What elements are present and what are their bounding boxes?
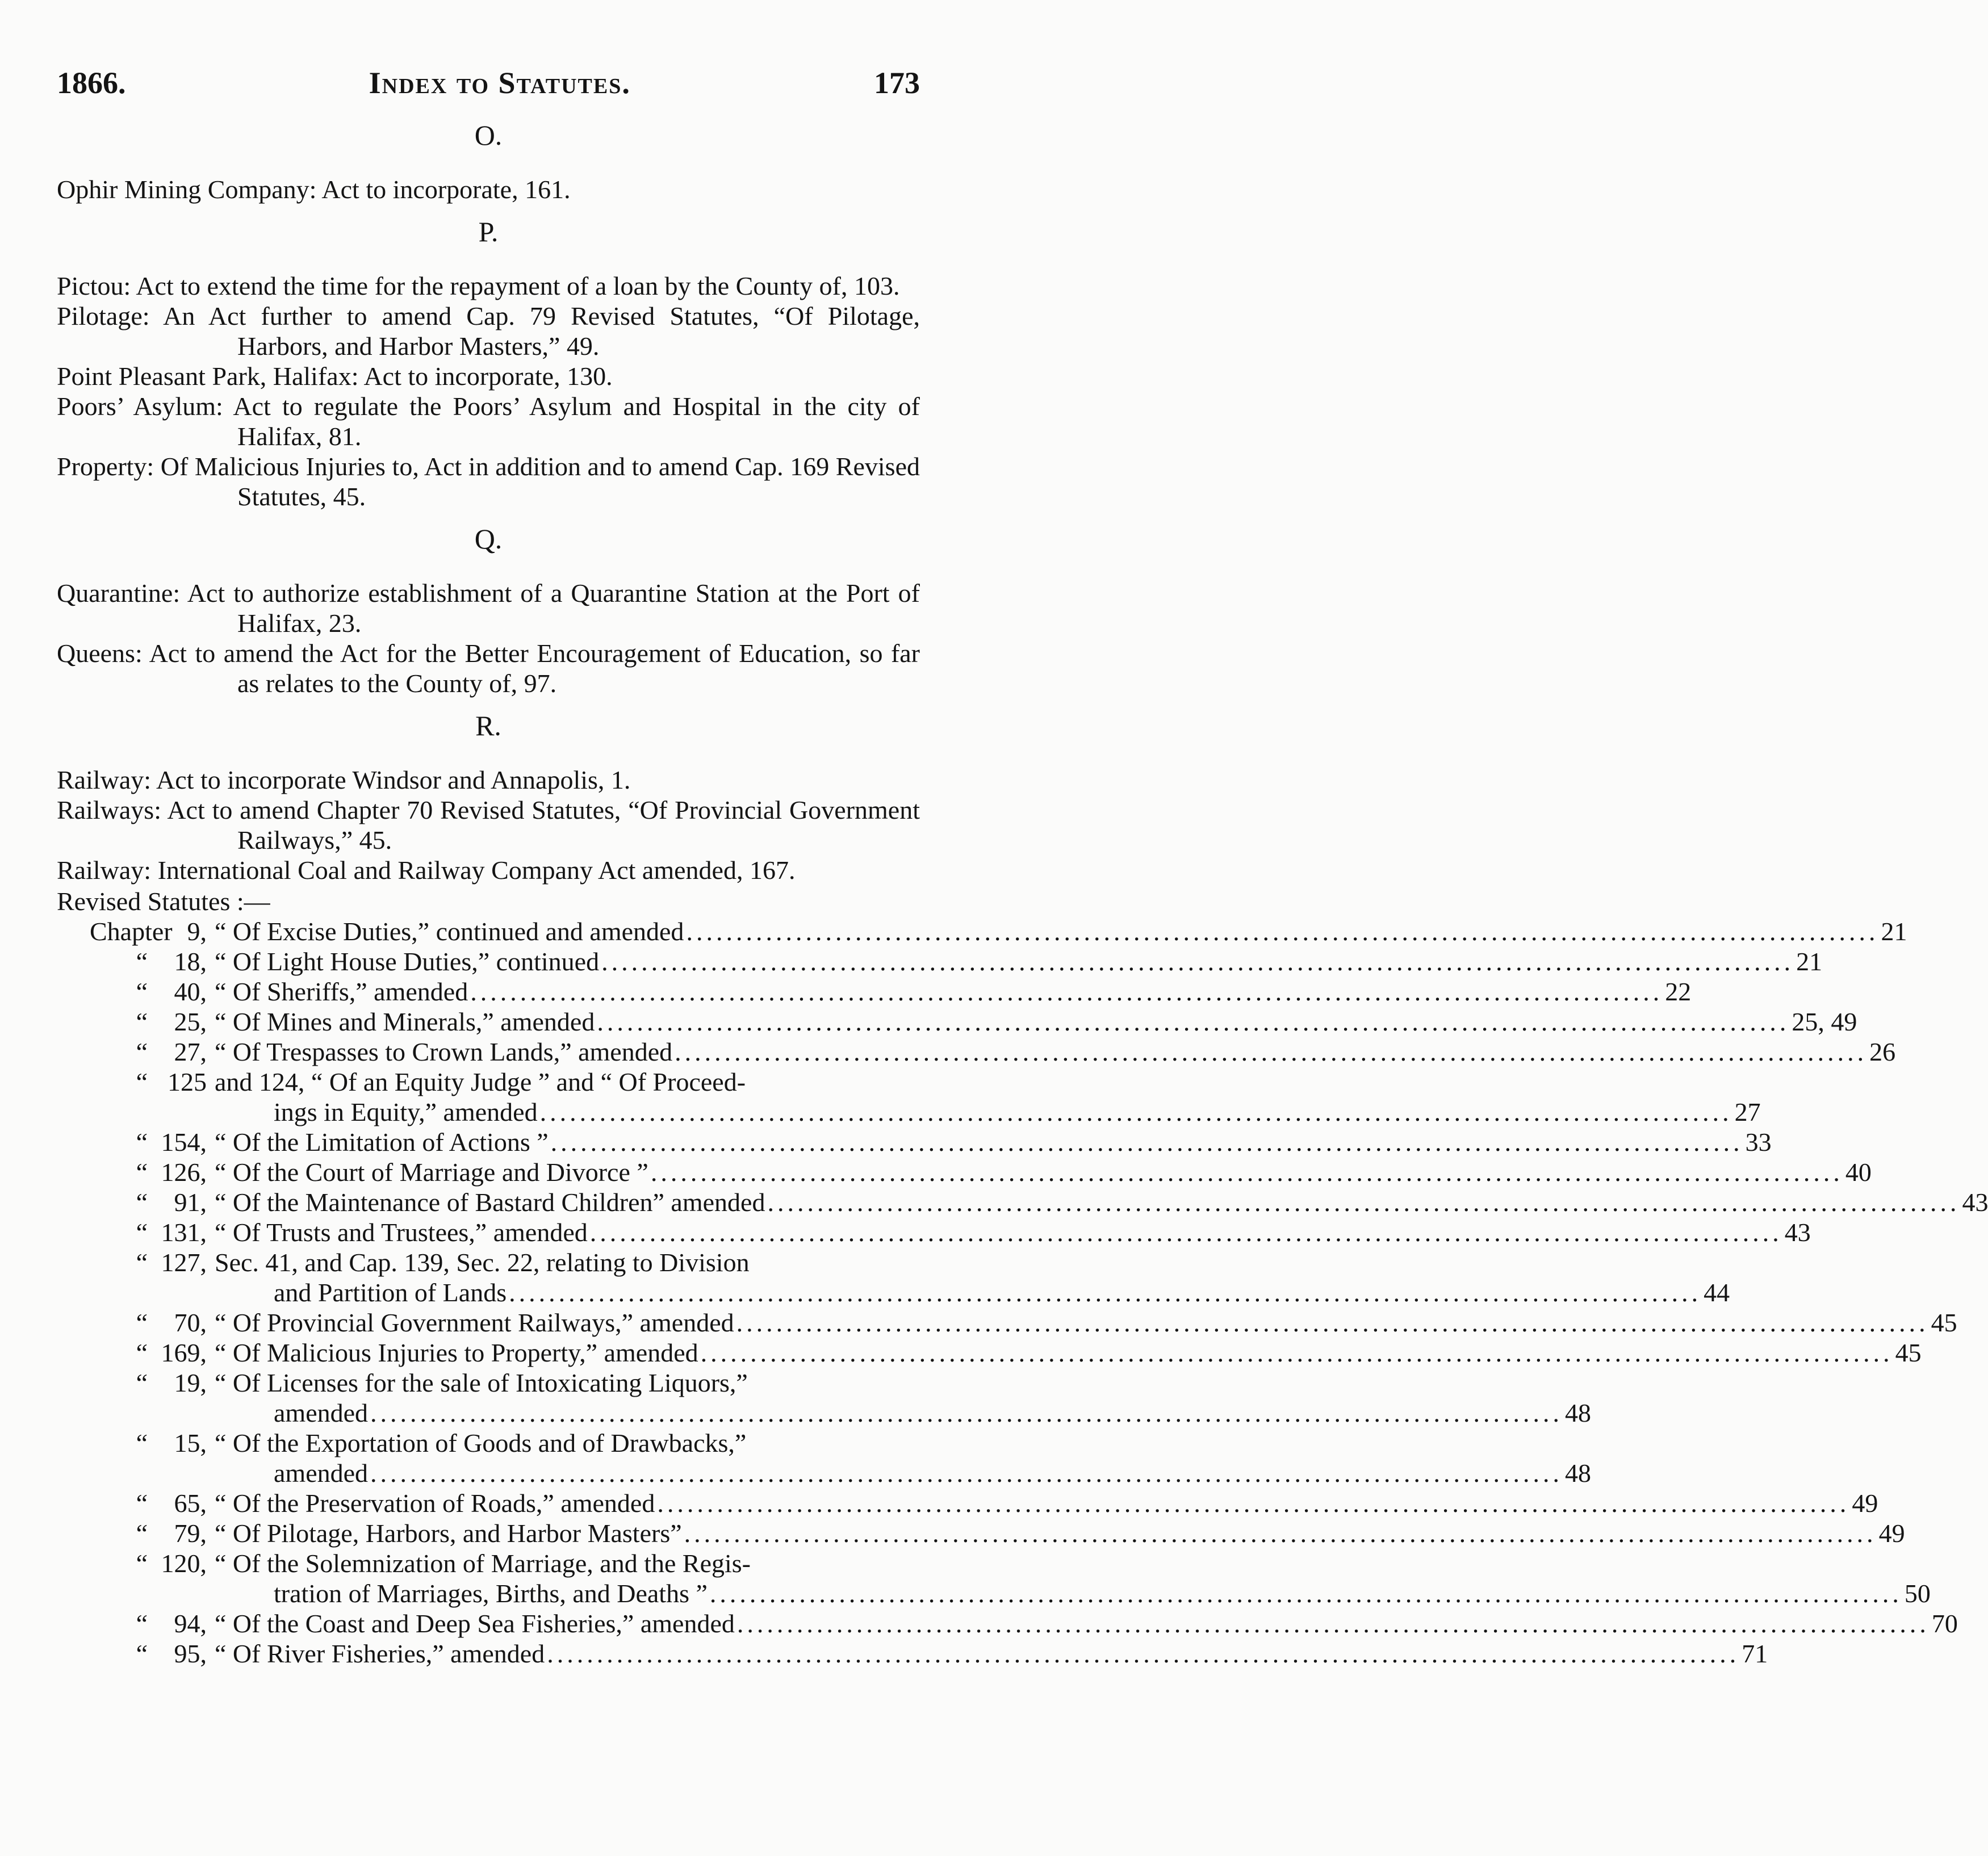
chapter-label: “ [136, 1338, 148, 1367]
index-entry [57, 301, 920, 361]
entry-text: Act to incorporate Windsor and Annapolis, 1. [156, 765, 631, 794]
statute-row [57, 1428, 920, 1458]
statute-row [57, 946, 1823, 977]
statute-title: “ Of Pilotage, Harbors, and Harbor Masters” [215, 1519, 682, 1548]
entry-text: Act to incorporate, 161. [321, 175, 571, 204]
statute-row [57, 1217, 1811, 1247]
index-entry [57, 638, 920, 698]
chapter-number: 40, [174, 977, 207, 1006]
chapter-label: “ [136, 1067, 148, 1096]
statute-row [57, 1308, 1957, 1338]
entry-text: An Act further to amend Cap. 79 Revised Statutes, “Of Pilotage, Harbors, and Harbor Masters,” 49. [163, 301, 920, 361]
chapter-number: 169, [161, 1338, 207, 1367]
section-letter: O. [474, 119, 503, 151]
statute-row-continuation [57, 1398, 1592, 1428]
index-entry [57, 795, 920, 855]
entry-text: Of Malicious Injuries to, Act in addition and to amend Cap. 169 Revised Statutes, 45. [160, 452, 920, 511]
statute-title: “ Of the Court of Marriage and Divorce ” [215, 1158, 648, 1187]
chapter-number: 19, [174, 1368, 207, 1397]
chapter-number: 65, [174, 1489, 207, 1518]
statute-row [57, 1548, 920, 1578]
statute-row [57, 916, 1907, 946]
index-entry [57, 765, 920, 795]
index-entry [57, 451, 920, 512]
statute-title: “ Of Licenses for the sale of Intoxicating Liquors,” [215, 1368, 748, 1397]
index-page [57, 66, 1988, 1669]
entry-head: Quarantine: [57, 579, 181, 608]
page-reference: 50 [1904, 1579, 1931, 1608]
leader-dots: ........................................................................................................................ [736, 1308, 1929, 1337]
leader-dots: ........................................................................................................................ [470, 977, 1663, 1006]
leader-dots: ........................................................................................................................ [650, 1158, 1843, 1187]
chapter-label: “ [136, 1188, 148, 1217]
chapter-number: 154, [161, 1128, 207, 1157]
statute-title: “ Of Sheriffs,” amended [215, 977, 468, 1006]
statute-title: and 124, “ Of an Equity Judge ” and “ Of Proceed- [215, 1067, 746, 1096]
chapter-label: “ [136, 1519, 148, 1548]
revised-statutes-list [57, 886, 1988, 1669]
entry-head: Railway: [57, 765, 152, 794]
entry-text: Act to authorize establishment of a Quarantine Station at the Port of Halifax, 23. [187, 579, 920, 638]
statute-row [57, 1608, 1958, 1639]
chapter-number: 9, [187, 917, 207, 946]
chapter-number: 79, [174, 1519, 207, 1548]
statute-title: “ Of Mines and Minerals,” amended [215, 1007, 595, 1036]
statute-row-continuation [57, 1578, 1931, 1608]
page-reference: 21 [1881, 917, 1907, 946]
chapter-number: 95, [174, 1639, 207, 1668]
statute-title: “ Of River Fisheries,” amended [215, 1639, 545, 1668]
statute-title: “ Of Trespasses to Crown Lands,” amended [215, 1037, 673, 1066]
chapter-number: 18, [174, 947, 207, 976]
chapter-number: 27, [174, 1037, 207, 1066]
header-title: Index to Statutes. [369, 66, 631, 100]
page-reference: 43 [1784, 1218, 1811, 1247]
page-reference: 43 [1962, 1188, 1988, 1217]
chapter-label: “ [136, 1007, 148, 1036]
statute-row [57, 1067, 920, 1097]
entry-text: Act to regulate the Poors’ Asylum and Hospital in the city of Halifax, 81. [233, 392, 920, 451]
leader-dots: ........................................................................................................................ [597, 1007, 1790, 1036]
statute-title: “ Of Light House Duties,” continued [215, 947, 600, 976]
leader-dots: ........................................................................................................................ [700, 1338, 1893, 1367]
page-reference: 44 [1704, 1278, 1730, 1307]
chapter-label: “ [136, 1609, 148, 1638]
statute-title: “ Of Trusts and Trustees,” amended [215, 1218, 588, 1247]
statute-row [57, 977, 1692, 1007]
entry-text: Act to extend the time for the repayment of a loan by the County of, 103. [136, 271, 900, 300]
leader-dots: ........................................................................................................................ [767, 1188, 1960, 1217]
chapter-label: “ [136, 1218, 148, 1247]
statute-title: “ Of Malicious Injuries to Property,” amended [215, 1338, 698, 1367]
statute-row-continuation [57, 1097, 1761, 1127]
statute-title: “ Of the Coast and Deep Sea Fisheries,” amended [215, 1609, 735, 1638]
page-reference: 71 [1742, 1639, 1768, 1668]
chapter-number: 125 [168, 1067, 207, 1096]
index-entry [57, 174, 920, 204]
chapter-label: “ [136, 1428, 148, 1457]
leader-dots: ........................................................................................................................ [370, 1459, 1563, 1488]
leader-dots: ........................................................................................................................ [550, 1128, 1743, 1157]
statute-row [57, 1338, 1922, 1368]
chapter-label: “ [136, 1037, 148, 1066]
statute-row [57, 1157, 1872, 1187]
leader-dots: ........................................................................................................................ [684, 1519, 1877, 1548]
index-entry [57, 361, 920, 391]
entry-head: Point Pleasant Park, Halifax: [57, 362, 359, 391]
chapter-label: “ [136, 1549, 148, 1578]
statute-title: “ Of the Solemnization of Marriage, and the Regis- [215, 1549, 751, 1578]
leader-dots: ........................................................................................................................ [601, 947, 1794, 976]
statute-row [57, 1037, 1896, 1067]
statute-title: amended [274, 1398, 369, 1427]
index-entry [57, 271, 920, 301]
page-reference: 22 [1665, 977, 1692, 1006]
entry-head: Pilotage: [57, 301, 150, 330]
page-reference: 70 [1931, 1609, 1958, 1638]
page-reference: 48 [1565, 1398, 1592, 1427]
leader-dots: ........................................................................................................................ [509, 1278, 1702, 1307]
chapter-number: 120, [161, 1549, 207, 1578]
page-reference: 33 [1745, 1128, 1772, 1157]
chapter-number: 25, [174, 1007, 207, 1036]
statute-row [57, 1007, 1857, 1037]
page-reference: 48 [1565, 1459, 1592, 1488]
chapter-number: 91, [174, 1188, 207, 1217]
section-letter: P. [478, 216, 499, 248]
statute-row [57, 1247, 920, 1277]
header-page-number: 173 [873, 66, 920, 100]
statute-title: “ Of the Preservation of Roads,” amended [215, 1489, 655, 1518]
statute-title: ings in Equity,” amended [274, 1097, 538, 1126]
chapter-label: “ [136, 1128, 148, 1157]
leader-dots: ........................................................................................................................ [589, 1218, 1782, 1247]
chapter-number: 15, [174, 1428, 207, 1457]
leader-dots: ........................................................................................................................ [736, 1609, 1930, 1638]
chapter-label: “ [136, 1308, 148, 1337]
section-letter: Q. [474, 523, 503, 555]
statute-title: “ Of Provincial Government Railways,” amended [215, 1308, 734, 1337]
entry-text: International Coal and Railway Company Act amended, 167. [157, 856, 796, 885]
statute-title: “ Of the Maintenance of Bastard Children” amended [215, 1188, 765, 1217]
entry-head: Railways: [57, 795, 161, 824]
entry-head: Pictou: [57, 271, 131, 300]
leader-dots: ........................................................................................................................ [547, 1639, 1740, 1668]
leader-dots: ........................................................................................................................ [370, 1398, 1563, 1427]
statute-row [57, 1187, 1988, 1217]
page-reference: 45 [1931, 1308, 1957, 1337]
chapter-label: “ [136, 977, 148, 1006]
page-reference: 49 [1852, 1489, 1878, 1518]
chapter-label: “ [136, 1158, 148, 1187]
statute-title: Sec. 41, and Cap. 139, Sec. 22, relating to Division [215, 1248, 750, 1277]
statute-row [57, 1127, 1772, 1157]
header-year: 1866. [57, 66, 126, 100]
page-reference: 40 [1845, 1158, 1872, 1187]
leader-dots: ........................................................................................................................ [709, 1579, 1902, 1608]
chapter-label: “ [136, 947, 148, 976]
index-entry [57, 391, 920, 451]
statute-title: and Partition of Lands [274, 1278, 507, 1307]
statute-title: amended [274, 1459, 369, 1488]
chapter-label: “ [136, 1248, 148, 1277]
page-reference: 27 [1734, 1097, 1761, 1126]
index-entry [57, 855, 920, 885]
entry-head: Queens: [57, 639, 143, 668]
statute-title: “ Of the Exportation of Goods and of Drawbacks,” [215, 1428, 747, 1457]
entry-head: Property: [57, 452, 154, 481]
page-reference: 49 [1878, 1519, 1905, 1548]
revised-statutes-heading: Revised Statutes :— [57, 887, 270, 916]
entry-head: Railway: [57, 856, 152, 885]
statute-title: “ Of Excise Duties,” continued and amended [215, 917, 684, 946]
entry-text: Act to amend the Act for the Better Encouragement of Education, so far as relates to the County of, 97. [149, 639, 920, 698]
entry-head: Poors’ Asylum: [57, 392, 223, 421]
page-header [57, 68, 920, 108]
statute-row [57, 1368, 920, 1398]
statute-row [57, 1488, 1878, 1518]
leader-dots: ........................................................................................................................ [686, 917, 1879, 946]
page-reference: 45 [1895, 1338, 1922, 1367]
chapter-number: 131, [161, 1218, 207, 1247]
index-entry [57, 578, 920, 638]
leader-dots: ........................................................................................................................ [657, 1489, 1850, 1518]
page-reference: 21 [1796, 947, 1823, 976]
entry-text: Act to incorporate, 130. [363, 362, 613, 391]
statute-row [57, 1518, 1905, 1548]
index-sections [57, 120, 920, 885]
statute-row-continuation [57, 1277, 1730, 1308]
statute-title: “ Of the Limitation of Actions ” [215, 1128, 549, 1157]
entry-text: Act to amend Chapter 70 Revised Statutes, “Of Provincial Government Railways,” 45. [167, 795, 920, 854]
chapter-label: “ [136, 1639, 148, 1668]
section-letter: R. [475, 710, 501, 741]
statute-row-continuation [57, 1458, 1592, 1488]
entry-head: Ophir Mining Company: [57, 175, 317, 204]
leader-dots: ........................................................................................................................ [539, 1097, 1732, 1126]
page-reference: 26 [1869, 1037, 1896, 1066]
chapter-number: 94, [174, 1609, 207, 1638]
statute-row [57, 1639, 1768, 1669]
page-reference: 25, 49 [1792, 1007, 1857, 1036]
chapter-label: Chapter [90, 917, 173, 946]
chapter-number: 126, [161, 1158, 207, 1187]
leader-dots: ........................................................................................................................ [675, 1037, 1868, 1066]
chapter-label: “ [136, 1368, 148, 1397]
chapter-label: “ [136, 1489, 148, 1518]
chapter-number: 70, [174, 1308, 207, 1337]
statute-title: tration of Marriages, Births, and Deaths ” [274, 1579, 708, 1608]
chapter-number: 127, [161, 1248, 207, 1277]
